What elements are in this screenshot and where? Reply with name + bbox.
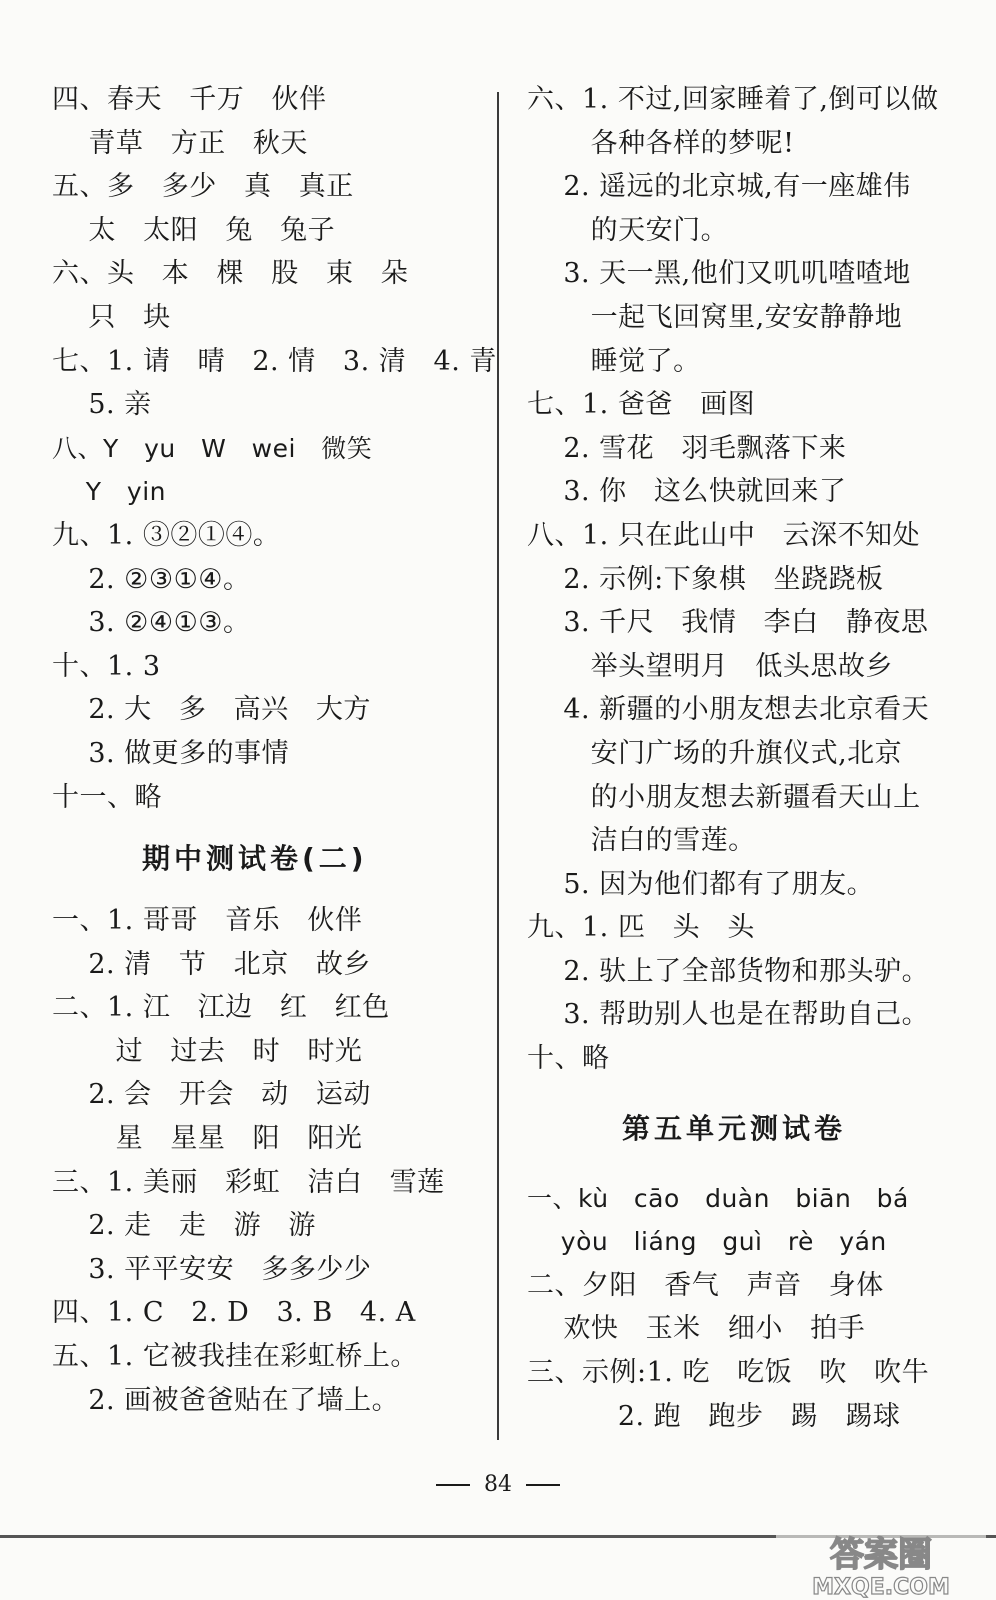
- left-answer-line: Y yin: [52, 477, 166, 507]
- left-answer-line: 三、1. 美丽 彩虹 洁白 雪莲: [52, 1166, 445, 1198]
- right-answer-line: 洁白的雪莲。: [527, 825, 756, 857]
- left-answer-line: 四、1. C 2. D 3. B 4. A: [52, 1297, 416, 1329]
- right-answer-line: 安门广场的升旗仪式,北京: [527, 737, 903, 769]
- left-answer-line: 十、1. 3: [52, 650, 161, 682]
- left-answer-line: 2. 大 多 高兴 大方: [52, 694, 371, 726]
- right-answer-line: 一、kù cāo duàn biān bá: [527, 1183, 909, 1213]
- footer-dash-left: [436, 1484, 470, 1486]
- left-answer-line: 2. 画被爸爸贴在了墙上。: [52, 1384, 400, 1416]
- left-answer-line: 3. ②④①③。: [52, 607, 251, 639]
- right-answer-line: 2. 跑 跑步 踢 踢球: [527, 1400, 901, 1432]
- right-answer-line: 七、1. 爸爸 画图: [527, 389, 756, 421]
- left-answer-line: 七、1. 请 晴 2. 情 3. 清 4. 青: [52, 345, 497, 377]
- left-answer-line: 青草 方正 秋天: [52, 127, 308, 159]
- right-answer-line: 的小朋友想去新疆看天山上: [527, 781, 921, 813]
- left-answer-line: 5. 亲: [52, 389, 152, 421]
- left-column: [52, 78, 497, 1422]
- right-answer-line: 九、1. 匹 头 头: [527, 912, 755, 944]
- right-answer-line: 睡觉了。: [527, 345, 701, 377]
- left-answer-line: 四、春天 千万 伙伴: [52, 84, 327, 115]
- left-answer-line: 2. 清 节 北京 故乡: [52, 948, 371, 980]
- left-answer-line: 一、1. 哥哥 音乐 伙伴: [52, 905, 363, 937]
- left-answer-line: 太 太阳 兔 兔子: [52, 214, 336, 246]
- right-answer-line: 2. 雪花 羽毛飘落下来: [527, 432, 847, 464]
- right-section-heading: 第五单元测试卷: [622, 1111, 847, 1145]
- left-answer-line: 十一、略: [52, 781, 162, 813]
- left-answer-line: 八、Y yu W wei 微笑: [52, 433, 373, 463]
- right-answer-line: 三、示例:1. 吃 吃饭 吹 吹牛: [527, 1357, 930, 1389]
- page-footer: [0, 1472, 996, 1497]
- right-answer-line: 的天安门。: [527, 214, 729, 246]
- right-column: [527, 78, 967, 1438]
- left-answer-line: 3. 做更多的事情: [52, 737, 290, 769]
- left-answer-line: 过 过去 时 时光: [52, 1035, 363, 1067]
- right-answer-line: yòu liáng guì rè yán: [527, 1227, 887, 1257]
- svg-text:MXQE.COM: MXQE.COM: [812, 1575, 950, 1600]
- left-answer-line: 星 星星 阳 阳光: [52, 1123, 363, 1155]
- right-answer-line: 十、略: [527, 1043, 610, 1075]
- left-answer-line: 只 块: [52, 301, 171, 333]
- left-answer-line: 五、1. 它被我挂在彩虹桥上。: [52, 1341, 418, 1373]
- right-answer-line: 举头望明月 低头思故乡: [527, 650, 893, 682]
- right-answer-line: 六、1. 不过,回家睡着了,倒可以做: [527, 84, 939, 115]
- right-answer-line: 2. 遥远的北京城,有一座雄伟: [527, 171, 911, 203]
- right-answer-line: 5. 因为他们都有了朋友。: [527, 868, 875, 900]
- right-answer-line: 八、1. 只在此山中 云深不知处: [527, 519, 921, 551]
- right-answer-line: 3. 帮助别人也是在帮助自己。: [527, 999, 930, 1031]
- page-number: 84: [484, 1472, 512, 1497]
- column-divider: [497, 92, 499, 1440]
- right-answer-line: 4. 新疆的小朋友想去北京看天: [527, 694, 930, 726]
- right-answer-line: 3. 千尺 我情 李白 静夜思: [527, 607, 929, 639]
- right-answer-line: 各种各样的梦呢!: [527, 127, 795, 159]
- left-answer-line: 3. 平平安安 多多少少: [52, 1253, 372, 1285]
- right-answer-line: 2. 示例:下象棋 坐跷跷板: [527, 563, 884, 595]
- left-answer-line: 五、多 多少 真 真正: [52, 171, 354, 203]
- svg-text:答案圈: 答案圈: [830, 1535, 932, 1575]
- right-answer-line: 3. 你 这么快就回来了: [527, 476, 847, 508]
- left-answer-line: 2. ②③①④。: [52, 563, 251, 595]
- right-answer-line: 二、夕阳 香气 声音 身体: [527, 1269, 884, 1301]
- left-section-heading: 期中测试卷(二): [142, 842, 368, 876]
- left-answer-line: 2. 会 开会 动 运动: [52, 1079, 371, 1111]
- right-answer-line: 3. 天一黑,他们又叽叽喳喳地: [527, 258, 911, 290]
- right-answer-line: 2. 驮上了全部货物和那头驴。: [527, 955, 930, 987]
- left-answer-line: 二、1. 江 江边 红 红色: [52, 992, 390, 1024]
- left-answer-line: 2. 走 走 游 游: [52, 1210, 316, 1242]
- watermark-logo: [776, 1526, 986, 1600]
- left-answer-line: 六、头 本 棵 股 束 朵: [52, 258, 409, 290]
- right-answer-line: 欢快 玉米 细小 拍手: [527, 1313, 866, 1345]
- left-answer-line: 九、1. ③②①④。: [52, 519, 281, 551]
- footer-dash-right: [526, 1484, 560, 1486]
- right-answer-line: 一起飞回窝里,安安静静地: [527, 301, 903, 333]
